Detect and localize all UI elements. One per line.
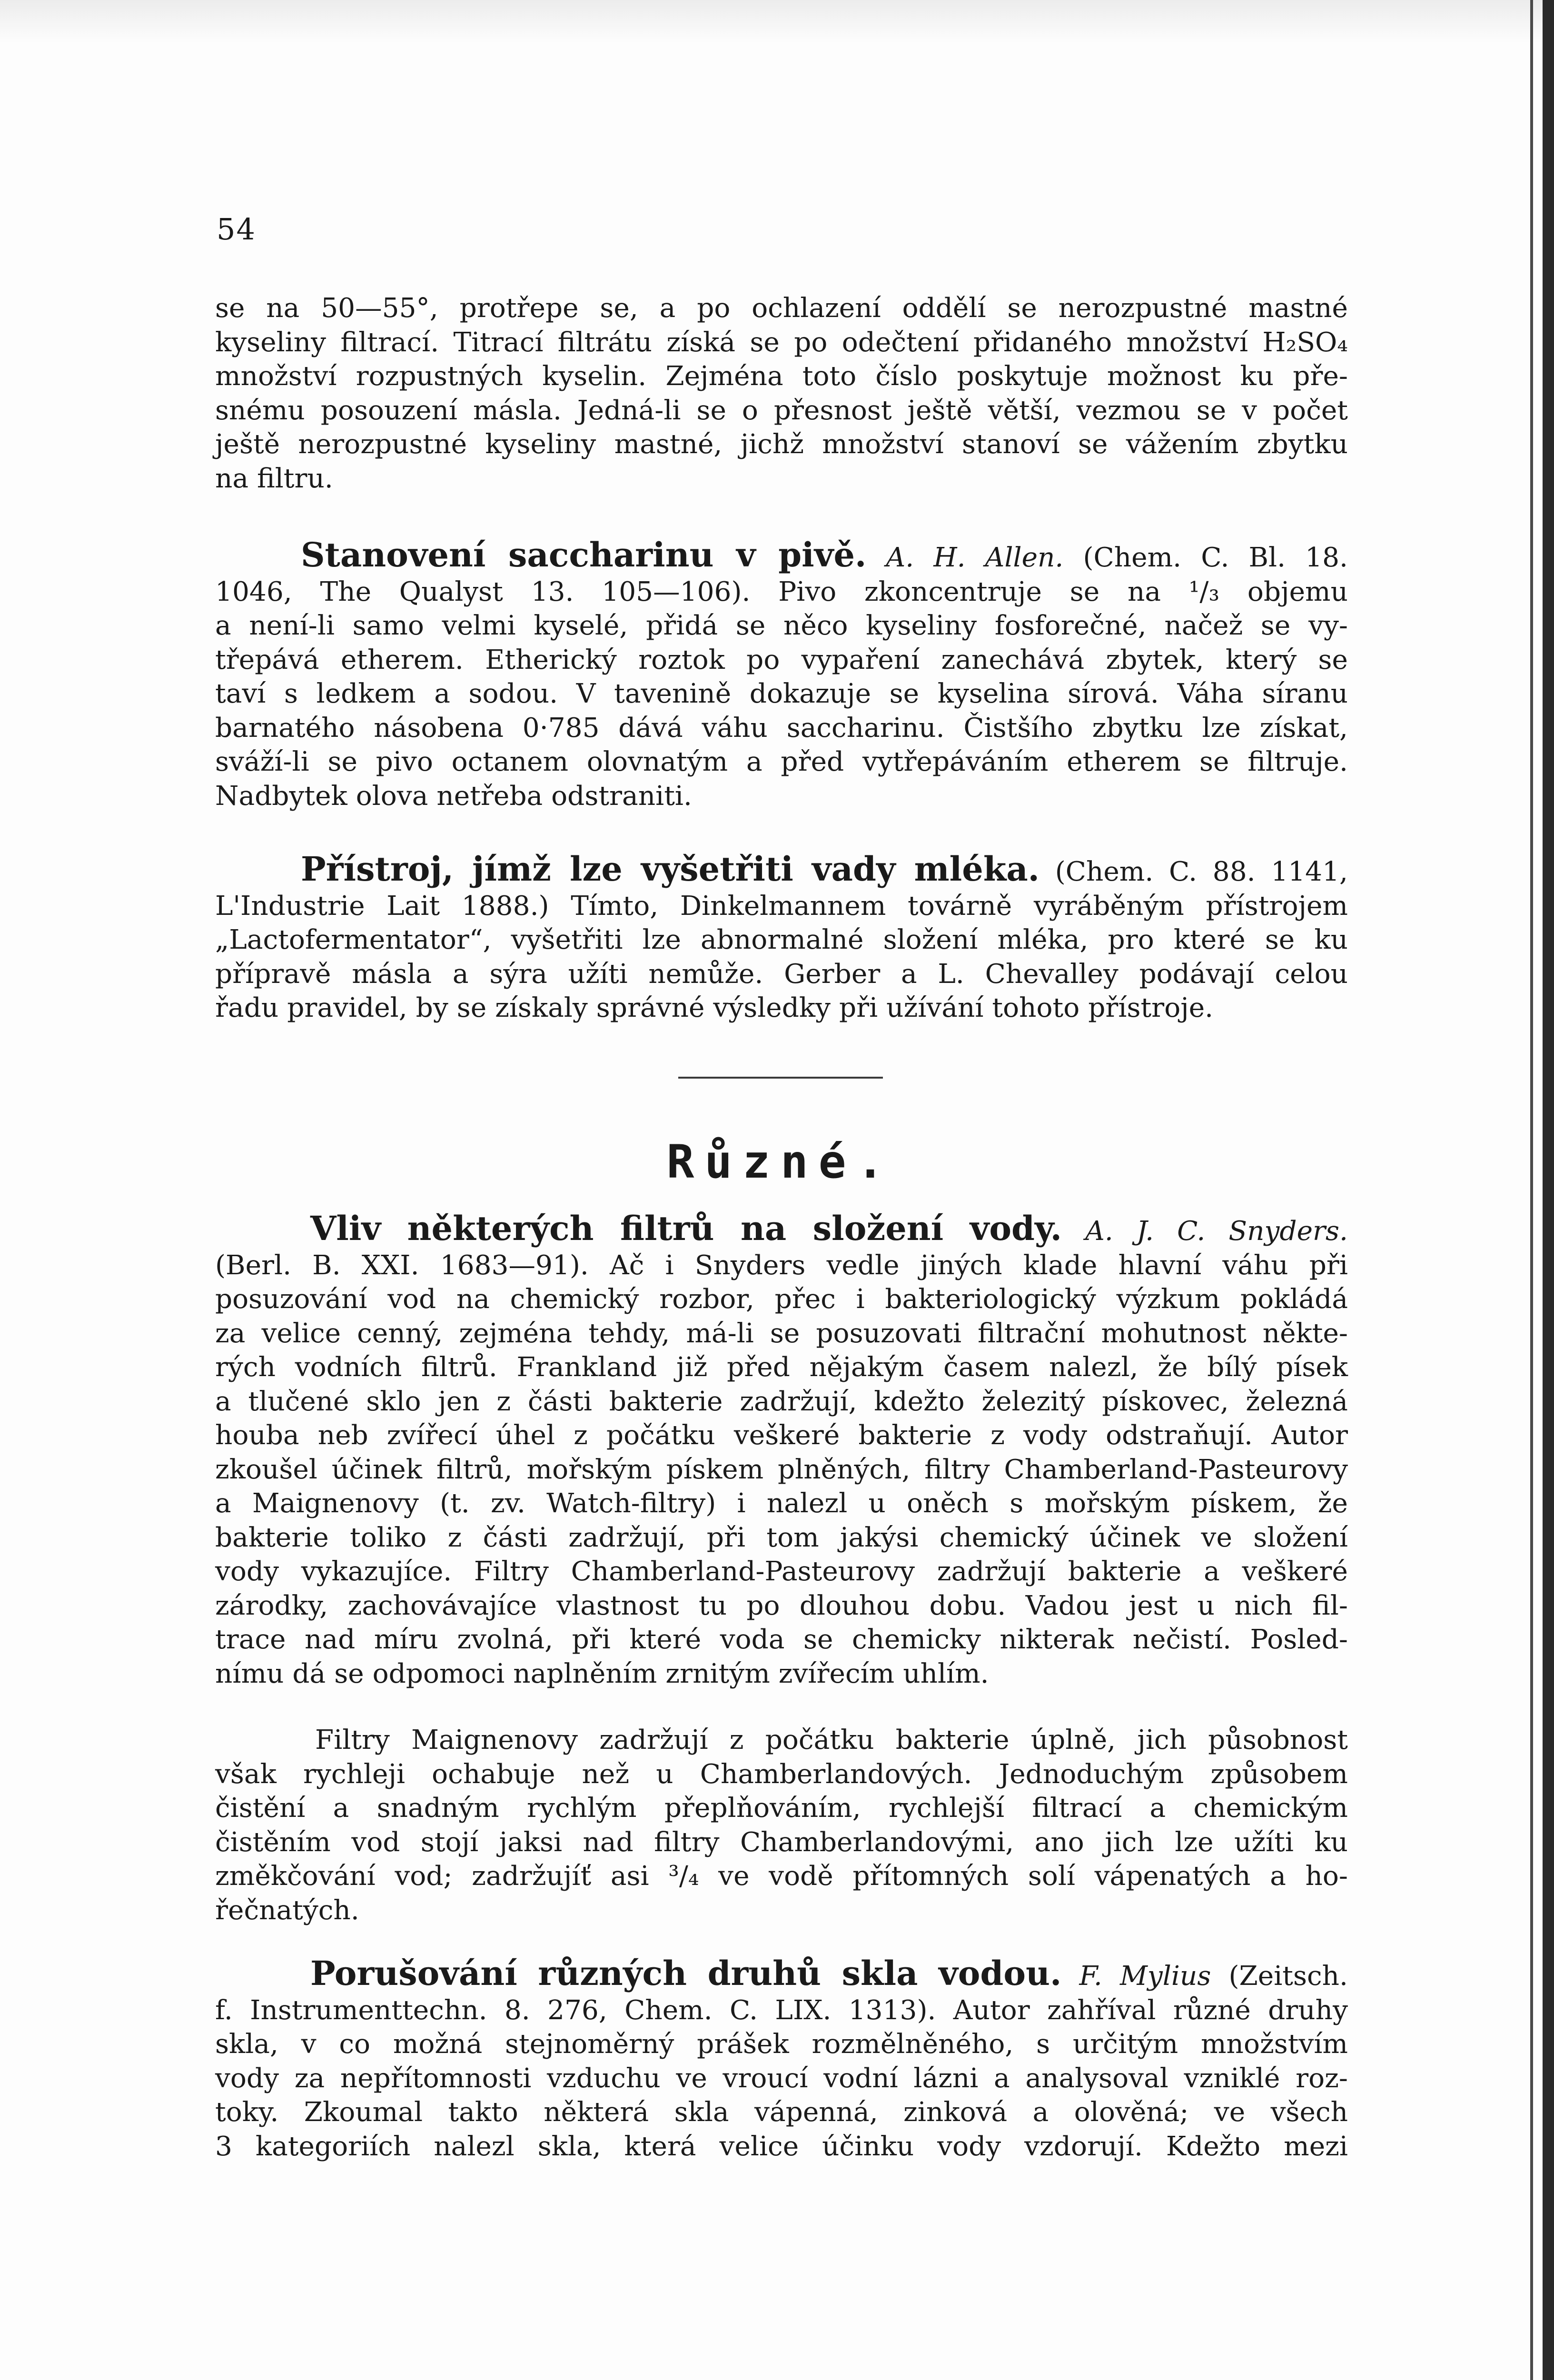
heading-line	[215, 535, 1348, 575]
text-line: a tlučené sklo jen z části bakterie zadržují, kdežto železitý pískovec, železná	[215, 1386, 1348, 1417]
text-line: čistěním vod stojí jaksi nad filtry Chamberlandovými, ano jich lze užíti ku	[215, 1826, 1348, 1858]
paragraph-saccharin	[215, 535, 1348, 813]
text-line: třepává etherem. Etherický roztok po vypaření zanechává zbytek, který se	[215, 644, 1348, 675]
section-divider	[678, 1077, 883, 1079]
text-line: kyseliny filtrací. Titrací filtrátu získá se po odečtení přidaného množství H₂SO₄	[215, 327, 1348, 358]
citation: (Zeitsch.	[1228, 1961, 1348, 1992]
article-heading: Stanovení saccharinu v pivě.	[301, 535, 867, 575]
article-heading: Vliv některých filtrů na složení vody.	[310, 1209, 1062, 1248]
section-title: Různé.	[666, 1135, 895, 1189]
text-line: posuzování vod na chemický rozbor, přec i bakteriologický výzkum pokládá	[215, 1284, 1348, 1315]
text-line: toky. Zkoumal takto některá skla vápenná, zinková a olověná; ve všech	[215, 2097, 1348, 2128]
text-line: 3 kategoriích nalezl skla, která velice účinku vody vzdorují. Kdežto mezi	[215, 2131, 1348, 2162]
text-line: vody za nepřítomnosti vzduchu ve vroucí vodní lázni a analysoval vzniklé roz-	[215, 2063, 1348, 2094]
text-line-last: Nadbytek olova netřeba odstraniti.	[215, 780, 692, 812]
page-edge-binding	[1543, 0, 1554, 2380]
text-line: Filtry Maignenovy zadržují z počátku bakterie úplně, jich působnost	[315, 1725, 1348, 1755]
text-line: skla, v co možná stejnoměrný prášek rozmělněného, s určitým množstvím	[215, 2029, 1348, 2060]
page-top-shadow	[0, 0, 1554, 43]
text-line: množství rozpustných kyselin. Zejména toto číslo poskytuje možnost ku pře-	[215, 361, 1348, 392]
article-author: F. Mylius	[1079, 1961, 1211, 1992]
article-heading: Přístroj, jímž lze vyšetřiti vady mléka.	[301, 849, 1040, 889]
text-line: čistění a snadným rychlým přeplňováním, rychlejší filtrací a chemickým	[215, 1793, 1348, 1824]
text-line: f. Instrumenttechn. 8. 276, Chem. C. LIX. 1313). Autor zahříval různé druhy	[215, 1994, 1348, 2026]
text-line: se na 50—55°, protřepe se, a po ochlazení oddělí se nerozpustné mastné	[215, 293, 1348, 324]
text-line: za velice cenný, zejména tehdy, má-li se posuzovati filtrační mohutnost někte-	[215, 1318, 1348, 1349]
text-line: zkoušel účinek filtrů, mořským pískem plněných, filtry Chamberland-Pasteurovy	[215, 1454, 1348, 1485]
text-line: vody vykazujíce. Filtry Chamberland-Pasteurovy zadržují bakterie a veškeré	[215, 1556, 1348, 1587]
citation: (Chem. C. Bl. 18.	[1083, 542, 1348, 573]
text-line: přípravě másla a sýra užíti nemůže. Gerber a L. Chevalley podávají celou	[215, 958, 1348, 990]
paragraph-maignen-filters	[215, 1723, 1348, 1927]
text-line-last: nímu dá se odpomoci naplněním zrnitým zvířecím uhlím.	[215, 1658, 989, 1689]
heading-line	[215, 1211, 1348, 1249]
text-line-last: řečnatých.	[215, 1894, 359, 1926]
page-edge-line	[1530, 0, 1533, 2380]
heading-line	[215, 1956, 1348, 1993]
text-line: změkčování vod; zadržujíť asi ³/₄ ve vodě přítomných solí vápenatých a ho-	[215, 1861, 1348, 1892]
text-line: a není-li samo velmi kyselé, přidá se něco kyseliny fosforečné, načež se vy-	[215, 610, 1348, 641]
text-line: 1046, The Qualyst 13. 105—106). Pivo zkoncentruje se na ¹/₃ objemu	[215, 576, 1348, 607]
text-line: však rychleji ochabuje než u Chamberlandových. Jednoduchým způsobem	[215, 1758, 1348, 1790]
paragraph-glass-corrosion	[215, 1956, 1348, 2163]
text-line: bakterie toliko z části zadržují, při tom jakýsi chemický účinek ve složení	[215, 1522, 1348, 1553]
citation: (Chem. C. 88. 1141,	[1055, 856, 1348, 887]
text-line: barnatého násobena 0·785 dává váhu saccharinu. Čistšího zbytku lze získat,	[215, 712, 1348, 744]
article-heading: Porušování různých druhů skla vodou.	[310, 1954, 1062, 1993]
text-line: houba neb zvířecí úhel z počátku veškeré bakterie z vody odstraňují. Autor	[215, 1420, 1348, 1451]
heading-line	[215, 849, 1348, 889]
paragraph-butter-analysis	[215, 291, 1348, 496]
paragraph-milk-apparatus	[215, 849, 1348, 1025]
text-line: snému posouzení másla. Jedná-li se o přesnost ještě větší, vezmou se v počet	[215, 395, 1348, 426]
text-line: (Berl. B. XXI. 1683—91). Ač i Snyders vedle jiných klade hlavní váhu při	[215, 1250, 1348, 1281]
text-line-last: na filtru.	[215, 463, 333, 494]
text-line-last: řadu pravidel, by se získaly správné výsledky při užívání tohoto přístroje.	[215, 992, 1214, 1023]
text-line: a Maignenovy (t. zv. Watch-filtry) i nalezl u oněch s mořským pískem, že	[215, 1488, 1348, 1519]
page-number: 54	[217, 212, 256, 247]
text-line: taví s ledkem a sodou. V tavenině dokazuje se kyselina sírová. Váha síranu	[215, 678, 1348, 709]
text-line: „Lactofermentator“, vyšetřiti lze abnormalné složení mléka, pro které se ku	[215, 924, 1348, 955]
text-line: zárodky, zachovávajíce vlastnost tu po dlouhou dobu. Vadou jest u nich fil-	[215, 1590, 1348, 1621]
text-line: sváží-li se pivo octanem olovnatým a před vytřepáváním etherem se filtruje.	[215, 746, 1348, 777]
paragraph-water-filters	[215, 1211, 1348, 1691]
text-line: ještě nerozpustné kyseliny mastné, jichž množství stanoví se vážením zbytku	[215, 429, 1348, 460]
text-line: L'Industrie Lait 1888.) Tímto, Dinkelmannem továrně vyráběným přístrojem	[215, 890, 1348, 922]
text-line: rých vodních filtrů. Frankland již před nějakým časem nalezl, že bílý písek	[215, 1352, 1348, 1383]
article-author: A. J. C. Snyders.	[1085, 1216, 1348, 1247]
article-author: A. H. Allen.	[886, 542, 1064, 573]
text-line: trace nad míru zvolná, při které voda se chemicky nikterak nečistí. Posled-	[215, 1624, 1348, 1655]
